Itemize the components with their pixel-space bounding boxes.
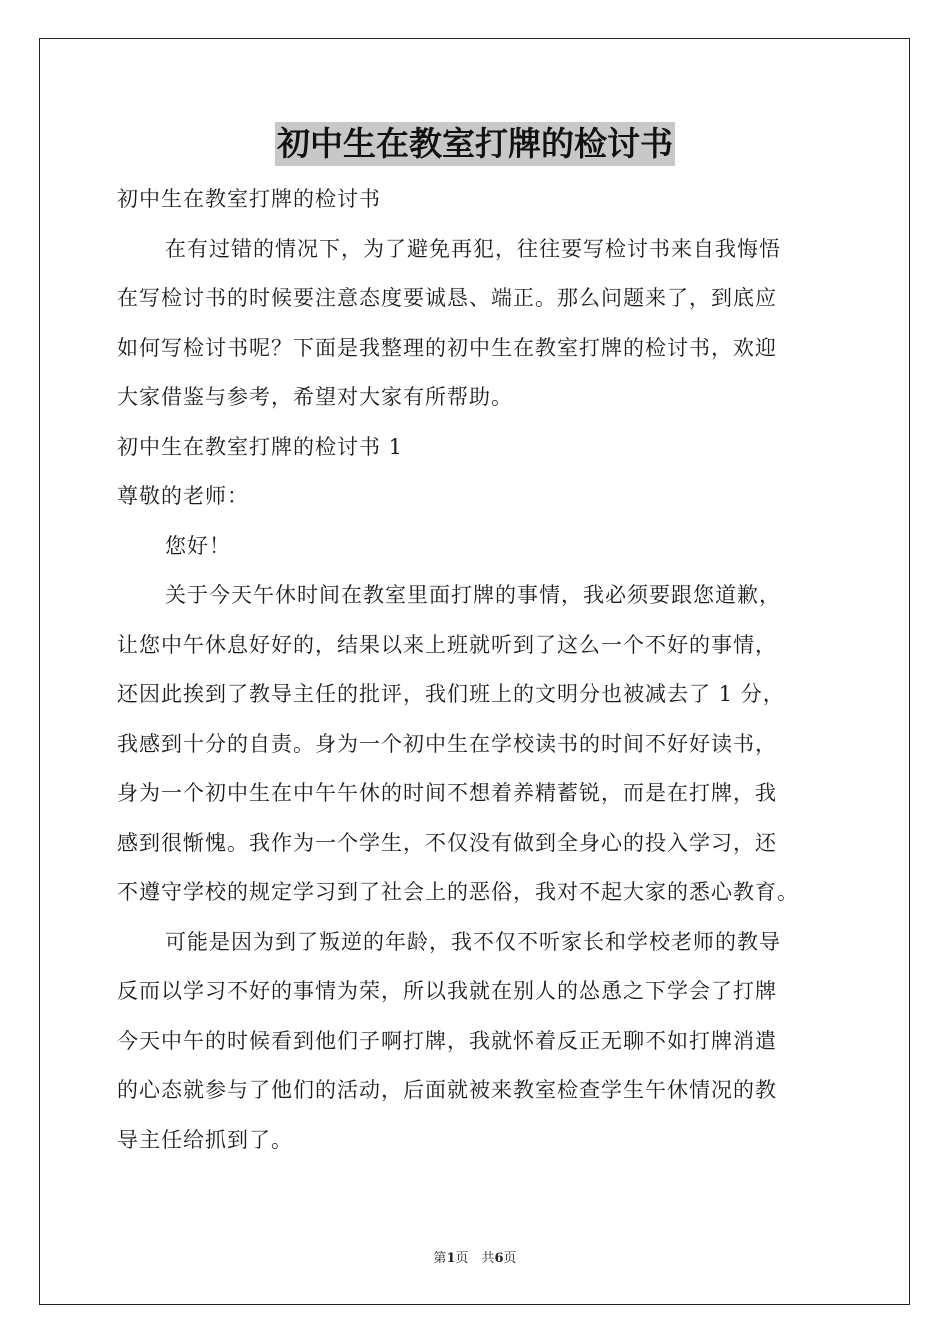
section-heading: 初中生在教室打牌的检讨书 1 — [117, 434, 404, 459]
salutation: 尊敬的老师： — [117, 484, 249, 508]
document-body — [117, 175, 852, 1165]
paragraph-line: 关于今天午休时间在教室里面打牌的事情，我必须要跟您道歉， — [165, 583, 781, 607]
subtitle-line: 初中生在教室打牌的检讨书 — [117, 187, 381, 211]
paragraph-line: 让您中午休息好好的，结果以来上班就听到了这么一个不好的事情， — [117, 632, 777, 657]
document-title: 初中生在教室打牌的检讨书 — [275, 122, 675, 166]
page-suffix: 页 — [503, 1251, 517, 1266]
paragraph-line: 大家借鉴与参考，希望对大家有所帮助。 — [117, 385, 513, 409]
page-mid: 页 共 — [455, 1251, 495, 1266]
paragraph-line: 在写检讨书的时候要注意态度要诚恳、端正。那么问题来了，到底应 — [117, 286, 777, 310]
paragraph-line: 反而以学习不好的事情为荣，所以我就在别人的怂恿之下学会了打牌 — [117, 979, 777, 1003]
paragraph-line: 如何写检讨书呢？下面是我整理的初中生在教室打牌的检讨书，欢迎 — [117, 335, 777, 360]
paragraph-line: 我感到十分的自责。身为一个初中生在学校读书的时间不好好读书， — [117, 731, 777, 756]
page-footer — [0, 1247, 950, 1266]
greeting: 您好！ — [165, 533, 231, 558]
paragraph-line: 身为一个初中生在中午午休的时间不想着养精蓄锐，而是在打牌，我 — [117, 781, 777, 805]
document-title-wrapper — [0, 122, 950, 166]
page-total: 6 — [494, 1251, 504, 1266]
paragraph-line: 的心态就参与了他们的活动，后面就被来教室检查学生午休情况的教 — [117, 1078, 777, 1102]
paragraph-line: 导主任给抓到了。 — [117, 1127, 293, 1152]
paragraph-line: 在有过错的情况下，为了避免再犯，往往要写检讨书来自我悔悟 — [165, 236, 781, 261]
page-current: 1 — [446, 1251, 456, 1266]
page-prefix: 第 — [433, 1251, 447, 1266]
paragraph-line: 可能是因为到了叛逆的年龄，我不仅不听家长和学校老师的教导 — [165, 929, 781, 954]
paragraph-line: 感到很惭愧。我作为一个学生，不仅没有做到全身心的投入学习，还 — [117, 830, 777, 855]
paragraph-line: 今天中午的时候看到他们子啊打牌，我就怀着反正无聊不如打牌消遣 — [117, 1028, 777, 1053]
paragraph-line: 不遵守学校的规定学习到了社会上的恶俗，我对不起大家的悉心教育。 — [117, 880, 799, 904]
paragraph-line: 还因此挨到了教导主任的批评，我们班上的文明分也被减去了 1 分， — [117, 682, 785, 706]
